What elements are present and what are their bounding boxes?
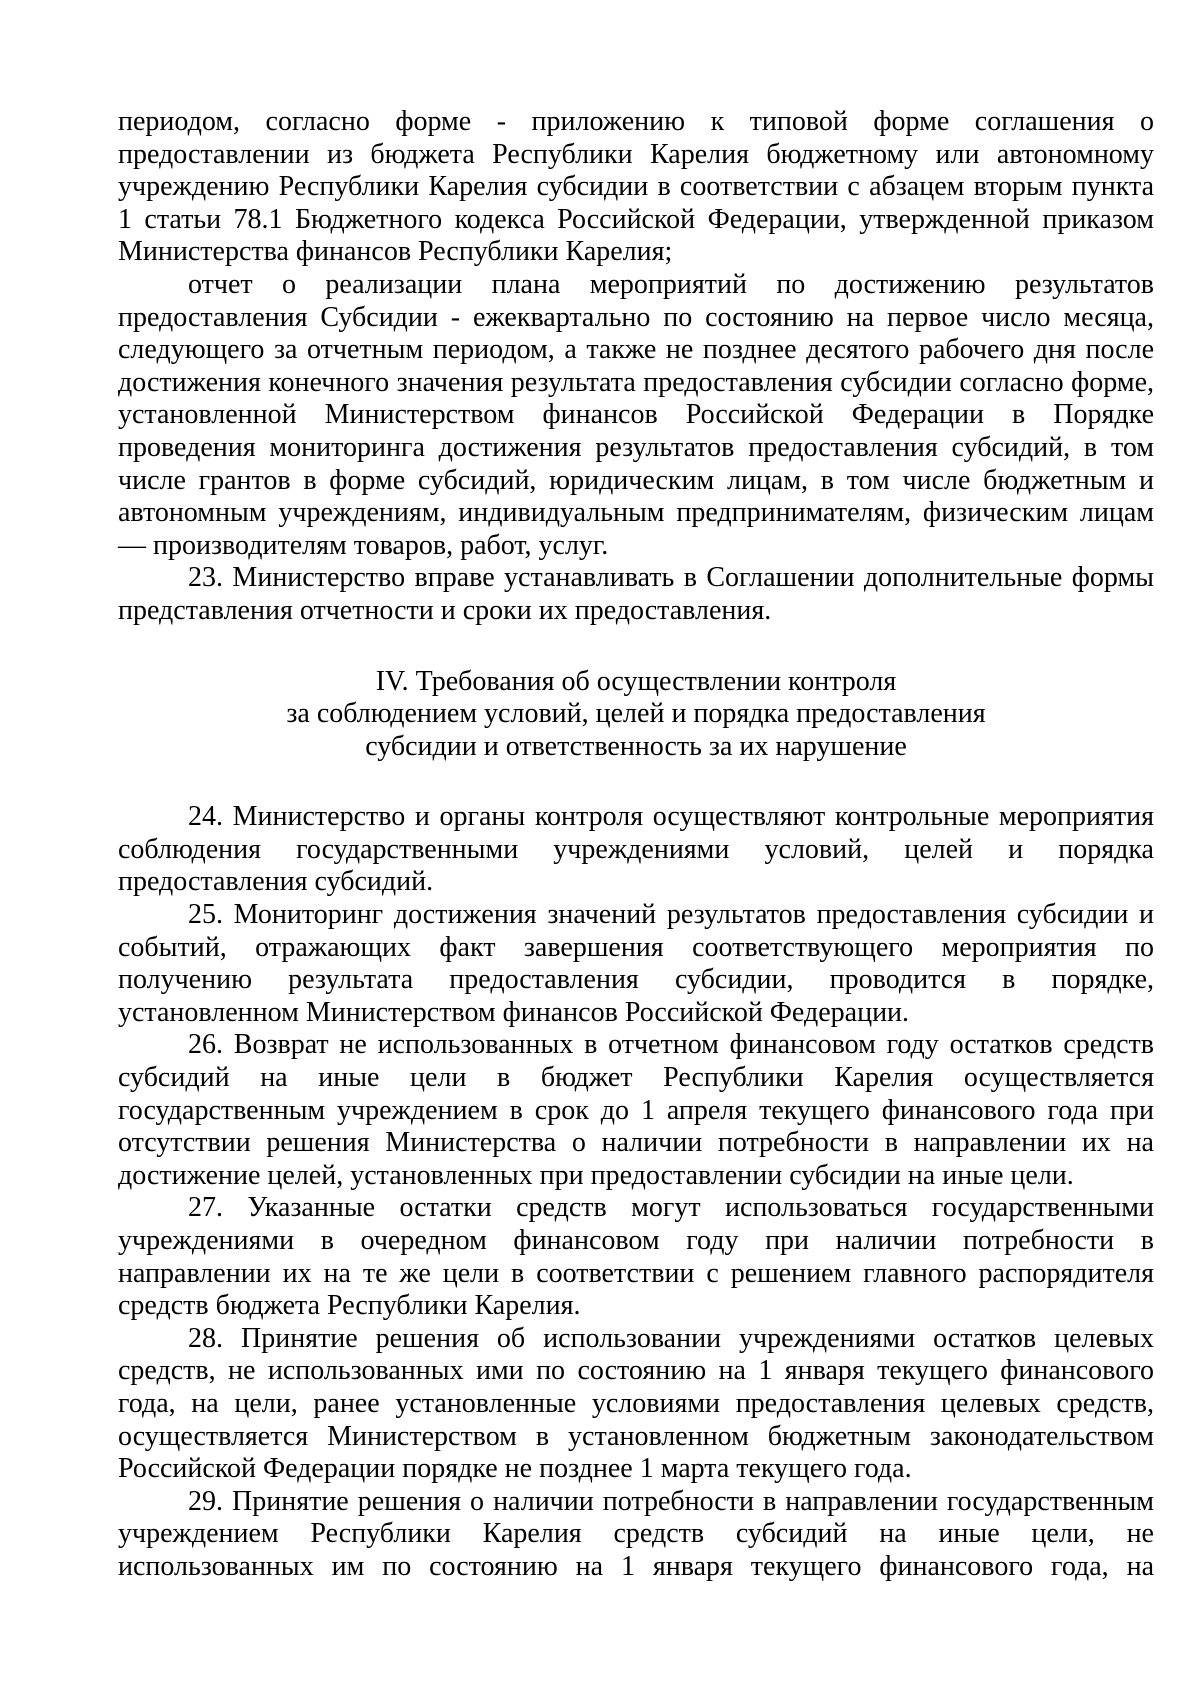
section-heading-line: субсидии и ответственность за их нарушение: [365, 730, 907, 762]
paragraph-action-plan-report: отчет о реализации плана мероприятий по достижению результатов предоставления Субсидии - ежеквартально по состоянию на первое число месяца, следующего за отчетным периодом, а также не позднее десятого рабочего дня после достижения конечного значения результата предоставления субсидии согласно форме, установленной Министерством финансов Российской Федерации в Порядке проведения мониторинга достижения результатов предоставления субсидий, в том числе грантов в форме субсидий, юридическим лицам, в том числе бюджетным и автономным учреждениям, индивидуальным предпринимателям, физическим лицам — производителям товаров, работ, услуг.: [118, 268, 1154, 561]
paragraph-24: 24. Министерство и органы контроля осуществляют контрольные мероприятия соблюдения государственными учреждениями условий, целей и порядка предоставления субсидий.: [118, 801, 1154, 898]
section-heading-line: IV. Требования об осуществлении контроля: [375, 665, 897, 697]
paragraph-29: 29. Принятие решения о наличии потребности в направлении государственным учреждением Республики Карелия средств субсидий на иные цели, не использованных им по состоянию на 1 января текущего финансового года, на: [118, 1485, 1154, 1582]
paragraph-25: 25. Мониторинг достижения значений результатов предоставления субсидии и событий, отражающих факт завершения соответствующего мероприятия по получению результата предоставления субсидии, проводится в порядке, установленном Министерством финансов Российской Федерации.: [118, 899, 1154, 1028]
section-heading-iv: [118, 666, 1154, 764]
section-heading-line: за соблюдением условий, целей и порядка предоставления: [286, 698, 986, 730]
document-body: [118, 106, 1154, 1584]
paragraph-report-form-continuation: периодом, согласно форме - приложению к типовой форме соглашения о предоставлении из бюджета Республики Карелия бюджетному или автономному учреждению Республики Карелия субсидии в соответствии с абзацем вторым пункта 1 статьи 78.1 Бюджетного кодекса Российской Федерации, утвержденной приказом Министерства финансов Республики Карелия;: [118, 106, 1154, 268]
paragraph-26: 26. Возврат не использованных в отчетном финансовом году остатков средств субсидий на иные цели в бюджет Республики Карелия осуществляется государственным учреждением в срок до 1 апреля текущего финансового года при отсутствии решения Министерства о наличии потребности в направлении их на достижение целей, установленных при предоставлении субсидии на иные цели.: [118, 1029, 1154, 1191]
paragraph-27: 27. Указанные остатки средств могут использоваться государственными учреждениями в очередном финансовом году при наличии потребности в направлении их на те же цели в соответствии с решением главного распорядителя средств бюджета Республики Карелия.: [118, 1192, 1154, 1322]
paragraph-23: 23. Министерство вправе устанавливать в Соглашении дополнительные формы представления отчетности и сроки их предоставления.: [118, 562, 1154, 626]
paragraph-28: 28. Принятие решения об использовании учреждениями остатков целевых средств, не использованных ими по состоянию на 1 января текущего финансового года, на цели, ранее установленные условиями предоставления целевых средств, осуществляется Министерством в установленном бюджетным законодательством Российской Федерации порядке не позднее 1 марта текущего года.: [118, 1322, 1154, 1485]
